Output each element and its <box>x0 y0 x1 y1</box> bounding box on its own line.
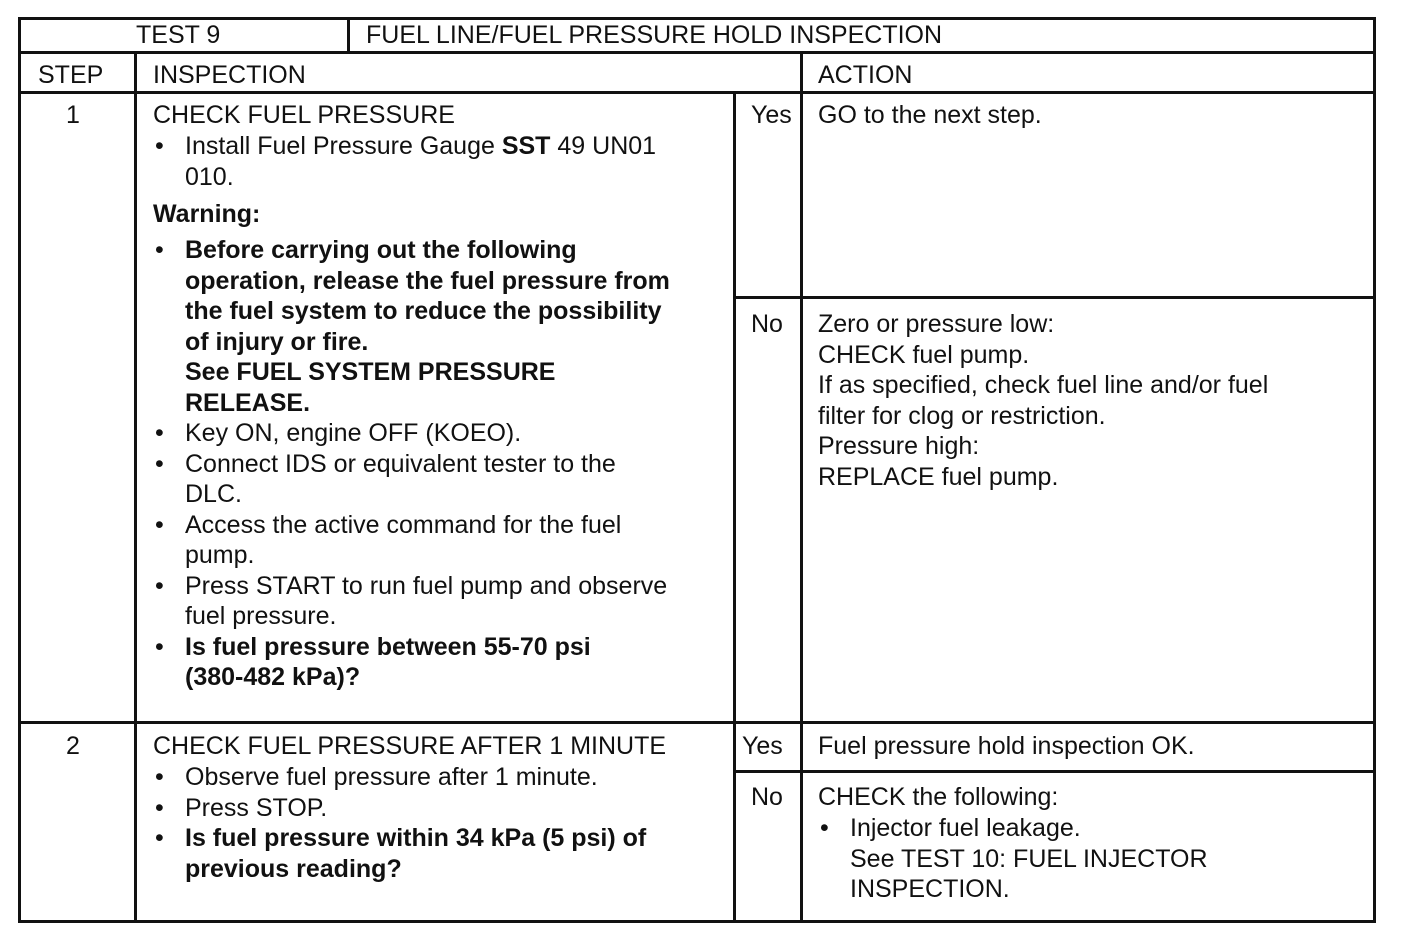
step-column-divider <box>134 51 137 923</box>
yes-action: GO to the next step. <box>818 101 1042 129</box>
step-number: 1 <box>66 101 80 129</box>
install-list <box>153 131 656 192</box>
no-action-item: • Injector fuel leakage. See TEST 10: FUEL INJECTOR INSPECTION. <box>818 813 1208 905</box>
install-gauge-item: • Install Fuel Pressure Gauge SST 49 UN01 010. <box>153 131 656 192</box>
table-border-right <box>1373 17 1376 923</box>
test-number: TEST 9 <box>136 21 221 49</box>
yes-label: Yes <box>751 101 792 129</box>
table-border-bottom <box>18 920 1376 923</box>
procedure-item: • Connect IDS or equivalent tester to the DLC. <box>153 449 670 510</box>
no-action-list <box>818 813 1208 905</box>
no-label: No <box>751 783 783 811</box>
warning-label: Warning: <box>153 200 261 228</box>
procedure-item: • Access the active command for the fuel pump. <box>153 510 670 571</box>
yes-action: Fuel pressure hold inspection OK. <box>818 732 1195 760</box>
step-title: CHECK FUEL PRESSURE AFTER 1 MINUTE <box>153 732 667 760</box>
column-header-action: ACTION <box>818 61 913 89</box>
procedure-item: • Key ON, engine OFF (KOEO). <box>153 418 670 449</box>
procedure-item: • Observe fuel pressure after 1 minute. <box>153 762 646 793</box>
step-divider <box>18 721 1376 724</box>
step2-yes-no-divider <box>735 770 1376 773</box>
warning-item: • Before carrying out the following operation, release the fuel pressure from the fuel system to reduce the possibility of injury or fire. See FUEL SYSTEM PRESSURE RELEASE. <box>153 235 670 418</box>
no-label: No <box>751 310 783 338</box>
no-action: Zero or pressure low: CHECK fuel pump. If as specified, check fuel line and/or fuel filter for clog or restriction. Pressure high: REPLACE fuel pump. <box>818 310 1269 491</box>
procedure-item: • Press START to run fuel pump and observe fuel pressure. <box>153 571 670 632</box>
yes-no-column-divider <box>733 91 736 923</box>
header-title-divider <box>347 17 350 54</box>
question-item: • Is fuel pressure within 34 kPa (5 psi) of previous reading? <box>153 823 646 884</box>
procedure-list <box>153 762 646 884</box>
step1-yes-no-divider <box>735 296 1376 299</box>
warning-list <box>153 235 670 693</box>
column-header-inspection: INSPECTION <box>153 61 306 89</box>
action-column-divider <box>800 51 803 923</box>
test-title: FUEL LINE/FUEL PRESSURE HOLD INSPECTION <box>366 21 943 49</box>
columns-divider <box>18 91 1376 94</box>
yes-label: Yes <box>742 732 783 760</box>
question-item: • Is fuel pressure between 55-70 psi (380-482 kPa)? <box>153 632 670 693</box>
step-number: 2 <box>66 732 80 760</box>
header-divider <box>18 51 1376 54</box>
step-title: CHECK FUEL PRESSURE <box>153 101 455 129</box>
table-border-left <box>18 17 21 923</box>
procedure-item: • Press STOP. <box>153 793 646 824</box>
no-action-intro: CHECK the following: <box>818 783 1059 811</box>
column-header-step: STEP <box>38 61 104 89</box>
